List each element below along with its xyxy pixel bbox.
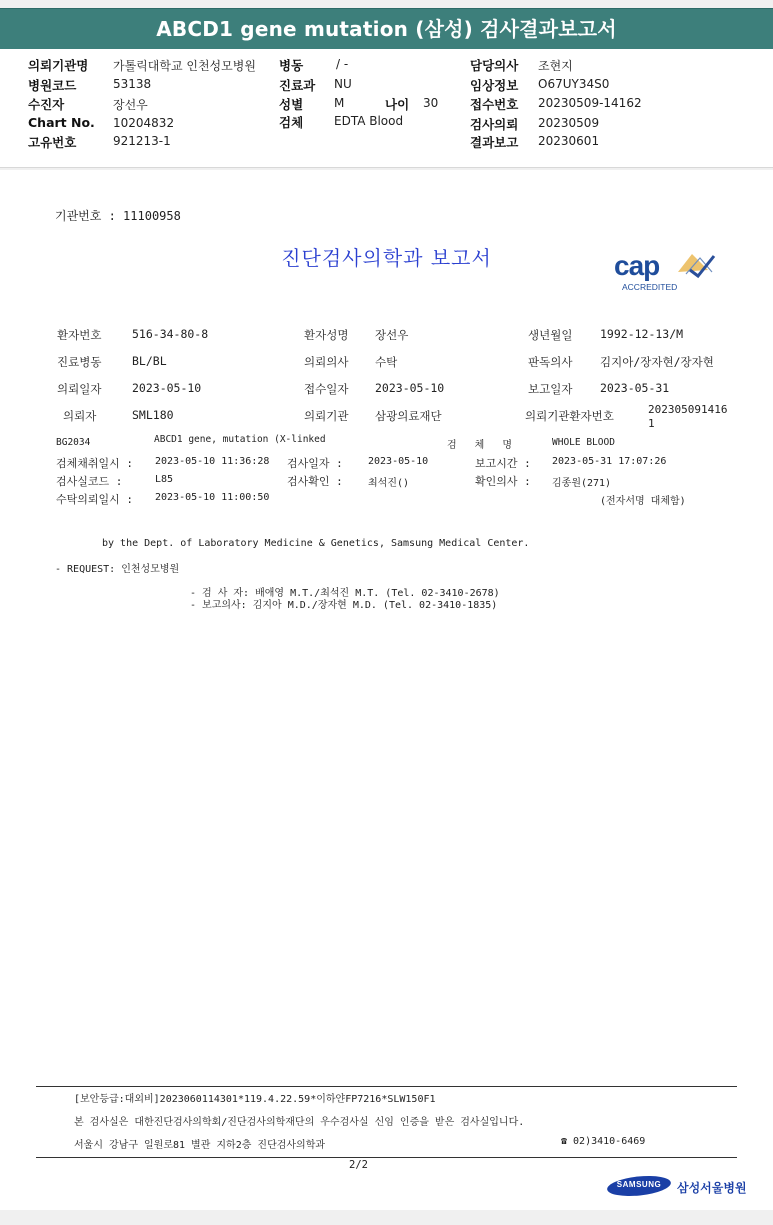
label-age: 나이 [385, 97, 410, 112]
value-birthdate: 1992-12-13/M [600, 327, 684, 341]
value-chart-no: 10204832 [113, 116, 175, 130]
value-consignment-time: 2023-05-10 11:00:50 [155, 492, 270, 503]
title-bar [0, 8, 773, 50]
value-requester: SML180 [132, 408, 174, 422]
label-sex: 성별 [279, 97, 304, 112]
label-consignment-time: 수탁의뢰일시 : [56, 493, 134, 506]
label-department: 진료과 [279, 78, 316, 93]
label-requesting-institution: 의뢰기관명 [28, 58, 89, 73]
value-patient: 장선우 [113, 98, 148, 112]
value-reading-doctor: 김지아/장자현/장자현 [600, 355, 714, 369]
footer-top-rule [36, 1086, 737, 1087]
samsung-logo [606, 1175, 672, 1197]
inspector-line: - 검 사 자: 배애영 M.T./최석진 M.T. (Tel. 02-3410-2678) [190, 588, 500, 599]
value-test-confirm: 최석진() [368, 478, 410, 489]
value-institution-patient-no: 202305091416 [648, 403, 728, 416]
page-title: ABCD1 gene mutation (삼성) 검사결과보고서 [156, 17, 617, 41]
label-specimen: 검체 [279, 115, 304, 130]
footer-bottom-rule [36, 1157, 737, 1158]
address-line: 서울시 강남구 일원로81 별관 지하2층 진단검사의학과 [74, 1140, 326, 1151]
label-reading-doctor: 판독의사 [528, 355, 573, 369]
label-lab-code: 검사실코드 : [56, 475, 123, 488]
value-patient-no: 516-34-80-8 [132, 327, 209, 341]
value-physician: 조현지 [538, 59, 573, 73]
value-ward-2: BL/BL [132, 354, 167, 368]
label-patient-no: 환자번호 [57, 328, 102, 342]
label-report-time: 보고시간 : [475, 457, 531, 470]
phone-line: ☎ 02)3410-6469 [561, 1136, 646, 1147]
value-receipt-no: 20230509-14162 [538, 96, 642, 110]
label-patient: 수진자 [28, 97, 65, 112]
label-ward: 병동 [279, 58, 304, 73]
value-requesting-doctor: 수탁 [375, 355, 398, 369]
department-line: by the Dept. of Laboratory Medicine & Genetics, Samsung Medical Center. [102, 538, 530, 549]
value-request-date: 2023-05-10 [132, 381, 202, 395]
value-department: NU [334, 77, 352, 91]
label-requesting-doctor: 의뢰의사 [304, 355, 349, 369]
label-clinical-info: 임상정보 [470, 78, 519, 93]
value-hospital-code: 53138 [113, 77, 152, 91]
label-result-report: 결과보고 [470, 135, 519, 150]
value-ward: / - [336, 57, 349, 71]
value-requesting-institution-2: 삼광의료재단 [375, 409, 442, 423]
label-hospital-code: 병원코드 [28, 78, 77, 93]
value-collection-time: 2023-05-10 11:36:28 [155, 456, 270, 467]
label-request-date: 의뢰일자 [57, 382, 102, 396]
label-birthdate: 생년월일 [528, 328, 573, 342]
value-confirm-doctor: 김종원(271) [552, 478, 612, 489]
label-ward-2: 진료병동 [57, 355, 102, 369]
request-line: - REQUEST: 인천성모병원 [55, 564, 180, 575]
label-confirm-doctor: 확인의사 : [475, 475, 531, 488]
value-test-request: 20230509 [538, 116, 600, 130]
value-specimen: EDTA Blood [334, 114, 404, 128]
value-requesting-institution: 가톨릭대학교 인천성모병원 [113, 59, 256, 73]
certification-line: 본 검사실은 대한진단검사의학회/진단검사의학재단의 우수검사실 신임 인증을 받은 검사실입니다. [74, 1117, 525, 1128]
label-patient-name: 환자성명 [304, 328, 349, 342]
patient-header [0, 49, 773, 168]
report-page [0, 170, 773, 1210]
label-collection-time: 검체채취일시 : [56, 457, 134, 470]
cap-logo-text: cap [614, 250, 660, 281]
value-patient-name: 장선우 [375, 328, 409, 342]
cap-accredited-logo [612, 248, 722, 298]
samsung-logo-text: SAMSUNG [616, 1180, 662, 1189]
security-line: [보안등급:대외비]2023060114301*119.4.22.59*이하얀FP7216*SLW150F1 [74, 1094, 436, 1105]
label-requester: 의뢰자 [63, 409, 97, 423]
label-unique-no: 고유번호 [28, 135, 77, 150]
value-sex: M [334, 96, 345, 110]
label-test-confirm: 검사확인 : [287, 475, 343, 488]
label-chart-no: Chart No. [28, 115, 95, 130]
label-receipt-date: 접수일자 [304, 382, 349, 396]
cap-accredited-text: ACCREDITED [622, 282, 678, 292]
test-code: BG2034 [56, 437, 91, 448]
value-test-date: 2023-05-10 [368, 456, 429, 467]
value-result-report: 20230601 [538, 134, 600, 148]
report-title: 진단검사의학과 보고서 [281, 246, 492, 270]
label-test-date: 검사일자 : [287, 457, 343, 470]
label-requesting-institution-2: 의뢰기관 [304, 409, 349, 423]
reporter-line: - 보고의사: 김지아 M.D./장자현 M.D. (Tel. 02-3410-1835) [190, 600, 498, 611]
institution-number: 기관번호 : 11100958 [55, 209, 181, 223]
value-age: 30 [423, 96, 439, 110]
value-lab-code: L85 [155, 474, 174, 485]
label-physician: 담당의사 [470, 58, 519, 73]
label-receipt-no: 접수번호 [470, 97, 519, 112]
value-clinical-info: O67UY34S0 [538, 77, 610, 91]
value-specimen-name: WHOLE BLOOD [552, 437, 615, 448]
test-name: ABCD1 gene, mutation (X-linked [154, 434, 326, 445]
hospital-name: 삼성서울병원 [677, 1181, 747, 1195]
label-specimen-name: 검 체 명 [447, 440, 519, 451]
value-report-date: 2023-05-31 [600, 381, 670, 395]
electronic-signature-note: (전자서명 대체함) [600, 496, 686, 507]
label-institution-patient-no: 의뢰기관환자번호 [525, 409, 614, 423]
value-unique-no: 921213-1 [113, 134, 171, 148]
value-report-time: 2023-05-31 17:07:26 [552, 456, 667, 467]
page-number: 2/2 [349, 1159, 368, 1171]
value-receipt-date: 2023-05-10 [375, 381, 445, 395]
value-institution-patient-no-cont: 1 [648, 417, 655, 430]
label-test-request: 검사의뢰 [470, 117, 519, 132]
label-report-date: 보고일자 [528, 382, 573, 396]
